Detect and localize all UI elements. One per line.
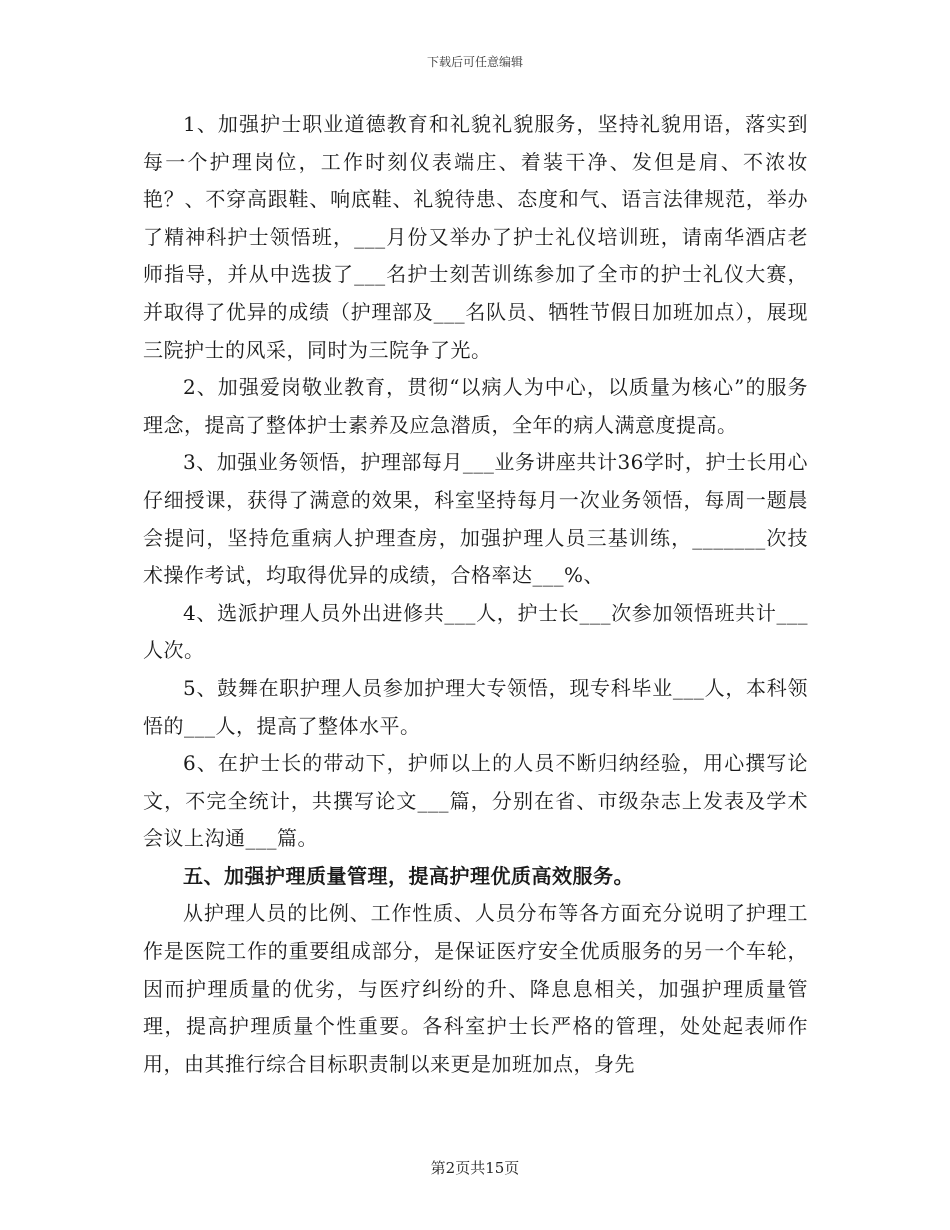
paragraph-2: 2、加强爱岗敬业教育，贯彻“以病人为中心，以质量为核心”的服务理念，提高了整体护士素养及应急潜质，全年的病人满意度提高。 xyxy=(143,375,808,437)
paragraph-1: 1、加强护士职业道德教育和礼貌礼貌服务，坚持礼貌用语，落实到每一个护理岗位，工作时刻仪表端庄、着装干净、发但是肩、不浓妆艳？、不穿高跟鞋、响底鞋、礼貌待患、态度和气、语言法律规范，举办了精神科护士领悟班，___月份又举办了护士礼仪培训班，请南华酒店老师指导，并从中选拔了___名护士刻苦训练参加了全市的护士礼仪大赛，并取得了优异的成绩（护理部及___名队员、牺牲节假日加班加点），展现三院护士的风采，同时为三院争了光。 xyxy=(143,112,808,362)
paragraph-5: 5、鼓舞在职护理人员参加护理大专领悟，现专科毕业___人，本科领悟的___人，提高了整体水平。 xyxy=(143,675,808,738)
document-body xyxy=(143,106,808,1083)
page-header: 下载后可任意编辑 xyxy=(426,55,523,69)
paragraph-3: 3、加强业务领悟，护理部每月___业务讲座共计36学时，护士长用心仔细授课，获得了满意的效果，科室坚持每月一次业务领悟，每周一题晨会提问，坚持危重病人护理查房，加强护理人员三基训练，_______次技术操作考试，均取得优异的成绩，合格率达___%、 xyxy=(143,450,808,588)
paragraph-4: 4、选派护理人员外出进修共___人，护士长___次参加领悟班共计___人次。 xyxy=(143,600,808,663)
paragraph-6: 6、在护士长的带动下，护师以上的人员不断归纳经验，用心撰写论文，不完全统计，共撰写论文___篇，分别在省、市级杂志上发表及学术会议上沟通___篇。 xyxy=(143,751,808,851)
section-heading: 五、加强护理质量管理，提高护理优质高效服务。 xyxy=(183,863,634,888)
page-footer: 第2页共15页 xyxy=(430,1159,520,1177)
paragraph-7: 从护理人员的比例、工作性质、人员分布等各方面充分说明了护理工作是医院工作的重要组成部分，是保证医疗安全优质服务的另一个车轮，因而护理质量的优劣，与医疗纠纷的升、降息息相关，加强护理质量管理，提高护理质量个性重要。各科室护士长严格的管理，处处起表师作用，由其推行综合目标职责制以来更是加班加点，身先 xyxy=(143,901,808,1076)
